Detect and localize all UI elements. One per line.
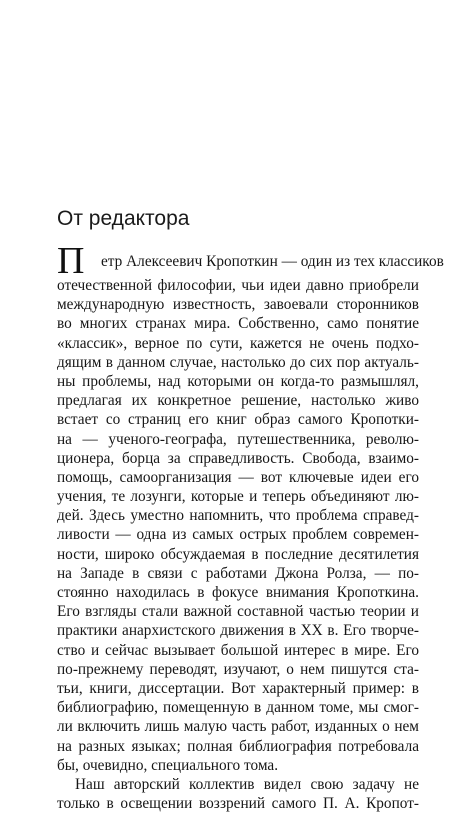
text-line: ны проблемы, над которыми он когда-то размышлял, bbox=[57, 372, 419, 390]
text-line: библиографию, помещенную в данном томе, мы смог- bbox=[57, 699, 419, 717]
text-line: на разных языках; полная библиография потребовала bbox=[57, 737, 419, 755]
text-line: международную известность, завоевали сторонников bbox=[57, 296, 419, 314]
text-line: встает со страниц его книг образ самого Кропотки- bbox=[57, 411, 419, 429]
paragraph-1 bbox=[57, 276, 419, 775]
text-line: «классик», верное по сути, кажется не очень подхо- bbox=[57, 334, 419, 352]
text-line: ности, широко обсуждаемая в последние десятилетия bbox=[57, 545, 419, 563]
paragraph-2 bbox=[57, 775, 419, 813]
text-line: по-прежнему переводят, изучают, о нем пишутся ста- bbox=[57, 660, 419, 678]
text-line: Наш авторский коллектив видел свою задачу не bbox=[75, 775, 419, 793]
text-line: тьи, книги, диссертации. Вот характерный пример: в bbox=[57, 679, 419, 697]
text-line: отечественной философии, чьи идеи давно приобрели bbox=[57, 277, 419, 294]
text-line: ство и сейчас вызывает большой интерес в мире. Его bbox=[57, 641, 419, 659]
text-line: стоянно находилась в фокусе внимания Кропоткина. bbox=[57, 584, 419, 601]
first-line bbox=[57, 240, 444, 282]
text-line: помощь, самоорганизация — вот ключевые идеи его bbox=[57, 468, 419, 486]
text-line: ливости — одна из самых острых проблем современ- bbox=[57, 526, 419, 544]
drop-cap: П bbox=[57, 240, 85, 282]
text-line: Его взгляды стали важной составной частью теории и bbox=[57, 603, 419, 621]
text-line: ли включить лишь малую часть работ, изданных о нем bbox=[57, 718, 419, 736]
text-line: только в освещении воззрений самого П. А. Кропот- bbox=[57, 795, 419, 813]
text-line: во многих странах мира. Собственно, само понятие bbox=[57, 315, 419, 333]
text-line: дей. Здесь уместно напомнить, что проблема справед- bbox=[57, 507, 419, 525]
text-line: на — ученого-географа, путешественника, револю- bbox=[57, 430, 419, 448]
text-line: практики анархистского движения в XX в. Его творче- bbox=[57, 622, 419, 640]
text-line: дящим в данном случае, настолько до сих пор актуаль- bbox=[57, 353, 419, 371]
text-line: ционера, борца за справедливость. Свобода, взаимо- bbox=[57, 449, 419, 467]
page-heading: От редактора bbox=[57, 207, 190, 230]
text-line: учения, те лозунги, которые и теперь объединяют лю- bbox=[57, 488, 419, 506]
text-line: бы, очевидно, специального тома. bbox=[57, 756, 279, 774]
text-line: предлагая их конкретное решение, настолько живо bbox=[57, 392, 419, 410]
text-line: етр Алексеевич Кропоткин — один из тех классиков bbox=[101, 253, 444, 270]
body-text bbox=[57, 240, 444, 813]
text-line: на Западе в связи с работами Джона Ролза, — по- bbox=[57, 564, 419, 582]
